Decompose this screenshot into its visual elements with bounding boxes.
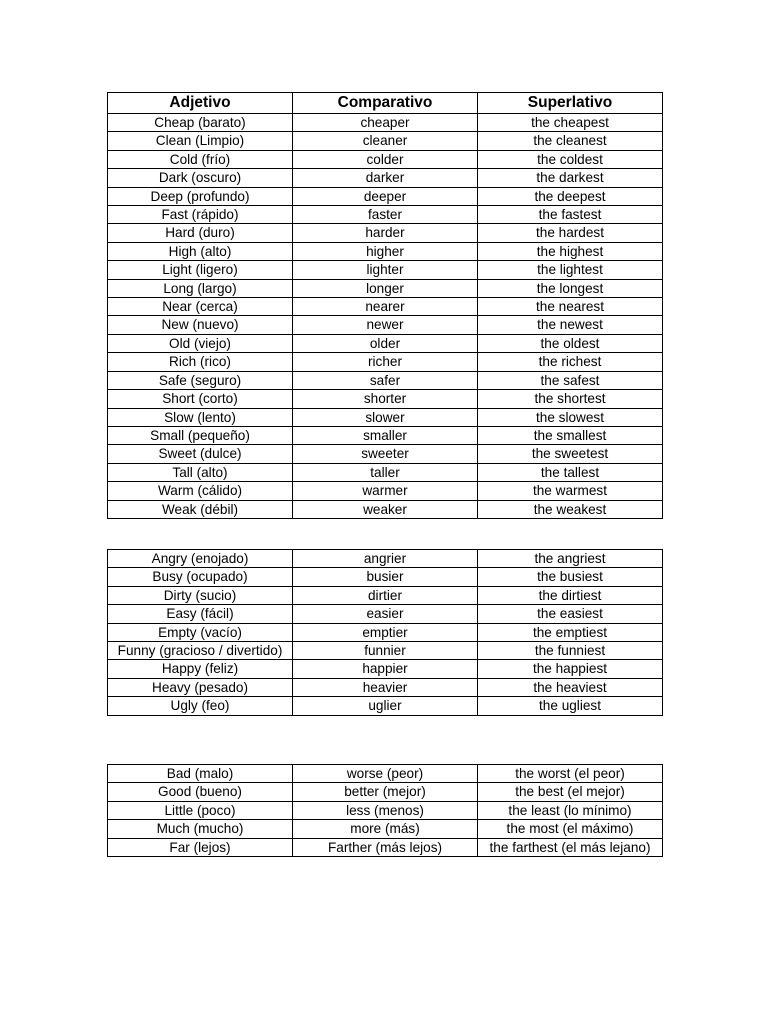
- adjective-cell: Safe (seguro): [108, 371, 293, 389]
- adjectives-table-regular: [107, 92, 663, 519]
- superlative-cell: the deepest: [478, 187, 663, 205]
- comparative-cell: less (menos): [293, 801, 478, 819]
- superlative-cell: the coldest: [478, 150, 663, 168]
- superlative-cell: the nearest: [478, 298, 663, 316]
- comparative-cell: smaller: [293, 426, 478, 444]
- superlative-cell: the heaviest: [478, 678, 663, 696]
- superlative-cell: the emptiest: [478, 623, 663, 641]
- header-row: [108, 93, 663, 114]
- adjective-cell: Bad (malo): [108, 765, 293, 783]
- table-row: [108, 678, 663, 696]
- adjective-cell: Little (poco): [108, 801, 293, 819]
- superlative-cell: the angriest: [478, 550, 663, 568]
- superlative-cell: the safest: [478, 371, 663, 389]
- comparative-cell: deeper: [293, 187, 478, 205]
- superlative-cell: the dirtiest: [478, 586, 663, 604]
- table-row: [108, 390, 663, 408]
- table-row: [108, 550, 663, 568]
- superlative-cell: the smallest: [478, 426, 663, 444]
- superlative-cell: the lightest: [478, 261, 663, 279]
- table-row: [108, 334, 663, 352]
- comparative-cell: sweeter: [293, 445, 478, 463]
- header-adjetivo: Adjetivo: [108, 93, 293, 114]
- comparative-cell: taller: [293, 463, 478, 481]
- superlative-cell: the shortest: [478, 390, 663, 408]
- comparative-cell: newer: [293, 316, 478, 334]
- comparative-cell: better (mejor): [293, 783, 478, 801]
- table-row: [108, 697, 663, 715]
- superlative-cell: the slowest: [478, 408, 663, 426]
- superlative-cell: the richest: [478, 353, 663, 371]
- adjective-cell: Cheap (barato): [108, 114, 293, 132]
- adjective-cell: Weak (débil): [108, 500, 293, 518]
- table-row: [108, 445, 663, 463]
- comparative-cell: faster: [293, 206, 478, 224]
- table-row: [108, 482, 663, 500]
- table-row: [108, 660, 663, 678]
- table-row: [108, 605, 663, 623]
- comparative-cell: slower: [293, 408, 478, 426]
- superlative-cell: the darkest: [478, 169, 663, 187]
- comparative-cell: lighter: [293, 261, 478, 279]
- adjective-cell: Cold (frío): [108, 150, 293, 168]
- table-row: [108, 261, 663, 279]
- superlative-cell: the worst (el peor): [478, 765, 663, 783]
- superlative-cell: the best (el mejor): [478, 783, 663, 801]
- table-row: [108, 114, 663, 132]
- adjective-cell: Light (ligero): [108, 261, 293, 279]
- superlative-cell: the farthest (el más lejano): [478, 838, 663, 856]
- adjective-cell: Hard (duro): [108, 224, 293, 242]
- superlative-cell: the weakest: [478, 500, 663, 518]
- table-row: [108, 765, 663, 783]
- table-row: [108, 426, 663, 444]
- table-row: [108, 371, 663, 389]
- table-row: [108, 820, 663, 838]
- adjective-cell: Ugly (feo): [108, 697, 293, 715]
- table-row: [108, 801, 663, 819]
- adjective-cell: High (alto): [108, 242, 293, 260]
- superlative-cell: the cheapest: [478, 114, 663, 132]
- comparative-cell: cleaner: [293, 132, 478, 150]
- superlative-cell: the oldest: [478, 334, 663, 352]
- superlative-cell: the tallest: [478, 463, 663, 481]
- superlative-cell: the most (el máximo): [478, 820, 663, 838]
- header-superlativo: Superlativo: [478, 93, 663, 114]
- adjective-cell: Easy (fácil): [108, 605, 293, 623]
- adjective-cell: Rich (rico): [108, 353, 293, 371]
- adjectives-table-y-ending: [107, 549, 663, 716]
- superlative-cell: the highest: [478, 242, 663, 260]
- comparative-cell: shorter: [293, 390, 478, 408]
- table-row: [108, 642, 663, 660]
- adjective-cell: Long (largo): [108, 279, 293, 297]
- table-row: [108, 150, 663, 168]
- superlative-cell: the funniest: [478, 642, 663, 660]
- table-row: [108, 623, 663, 641]
- header-comparativo: Comparativo: [293, 93, 478, 114]
- comparative-cell: more (más): [293, 820, 478, 838]
- table-row: [108, 206, 663, 224]
- superlative-cell: the happiest: [478, 660, 663, 678]
- adjective-cell: Old (viejo): [108, 334, 293, 352]
- comparative-cell: cheaper: [293, 114, 478, 132]
- comparative-cell: longer: [293, 279, 478, 297]
- superlative-cell: the ugliest: [478, 697, 663, 715]
- table-row: [108, 242, 663, 260]
- adjective-cell: Far (lejos): [108, 838, 293, 856]
- adjective-cell: Near (cerca): [108, 298, 293, 316]
- table-row: [108, 132, 663, 150]
- adjective-cell: Deep (profundo): [108, 187, 293, 205]
- adjective-cell: Angry (enojado): [108, 550, 293, 568]
- adjective-cell: Warm (cálido): [108, 482, 293, 500]
- adjective-cell: Clean (Limpio): [108, 132, 293, 150]
- adjective-cell: Tall (alto): [108, 463, 293, 481]
- table-row: [108, 500, 663, 518]
- superlative-cell: the easiest: [478, 605, 663, 623]
- table-row: [108, 586, 663, 604]
- superlative-cell: the longest: [478, 279, 663, 297]
- superlative-cell: the least (lo mínimo): [478, 801, 663, 819]
- table-row: [108, 783, 663, 801]
- superlative-cell: the newest: [478, 316, 663, 334]
- table-row: [108, 316, 663, 334]
- superlative-cell: the busiest: [478, 568, 663, 586]
- comparative-cell: funnier: [293, 642, 478, 660]
- table-row: [108, 408, 663, 426]
- table-row: [108, 568, 663, 586]
- adjective-cell: Dark (oscuro): [108, 169, 293, 187]
- adjective-cell: Heavy (pesado): [108, 678, 293, 696]
- adjective-cell: Happy (feliz): [108, 660, 293, 678]
- comparative-cell: uglier: [293, 697, 478, 715]
- superlative-cell: the sweetest: [478, 445, 663, 463]
- comparative-cell: nearer: [293, 298, 478, 316]
- table-row: [108, 224, 663, 242]
- adjective-cell: Much (mucho): [108, 820, 293, 838]
- superlative-cell: the hardest: [478, 224, 663, 242]
- comparative-cell: richer: [293, 353, 478, 371]
- adjective-cell: Dirty (sucio): [108, 586, 293, 604]
- comparative-cell: emptier: [293, 623, 478, 641]
- comparative-cell: older: [293, 334, 478, 352]
- comparative-cell: colder: [293, 150, 478, 168]
- comparative-cell: dirtier: [293, 586, 478, 604]
- comparative-cell: higher: [293, 242, 478, 260]
- comparative-cell: busier: [293, 568, 478, 586]
- adjective-cell: Funny (gracioso / divertido): [108, 642, 293, 660]
- table-row: [108, 298, 663, 316]
- adjective-cell: Busy (ocupado): [108, 568, 293, 586]
- superlative-cell: the warmest: [478, 482, 663, 500]
- table-row: [108, 463, 663, 481]
- table-row: [108, 838, 663, 856]
- comparative-cell: harder: [293, 224, 478, 242]
- comparative-cell: worse (peor): [293, 765, 478, 783]
- comparative-cell: angrier: [293, 550, 478, 568]
- table-row: [108, 353, 663, 371]
- adjective-cell: Slow (lento): [108, 408, 293, 426]
- comparative-cell: darker: [293, 169, 478, 187]
- table-row: [108, 169, 663, 187]
- comparative-cell: happier: [293, 660, 478, 678]
- comparative-cell: easier: [293, 605, 478, 623]
- superlative-cell: the cleanest: [478, 132, 663, 150]
- superlative-cell: the fastest: [478, 206, 663, 224]
- adjective-cell: Good (bueno): [108, 783, 293, 801]
- table-row: [108, 187, 663, 205]
- adjective-cell: Empty (vacío): [108, 623, 293, 641]
- adjective-cell: Fast (rápido): [108, 206, 293, 224]
- comparative-cell: heavier: [293, 678, 478, 696]
- adjectives-table-irregular: [107, 764, 663, 857]
- adjective-cell: Short (corto): [108, 390, 293, 408]
- comparative-cell: warmer: [293, 482, 478, 500]
- table-row: [108, 279, 663, 297]
- comparative-cell: weaker: [293, 500, 478, 518]
- adjective-cell: New (nuevo): [108, 316, 293, 334]
- comparative-cell: safer: [293, 371, 478, 389]
- adjective-cell: Sweet (dulce): [108, 445, 293, 463]
- comparative-cell: Farther (más lejos): [293, 838, 478, 856]
- adjective-cell: Small (pequeño): [108, 426, 293, 444]
